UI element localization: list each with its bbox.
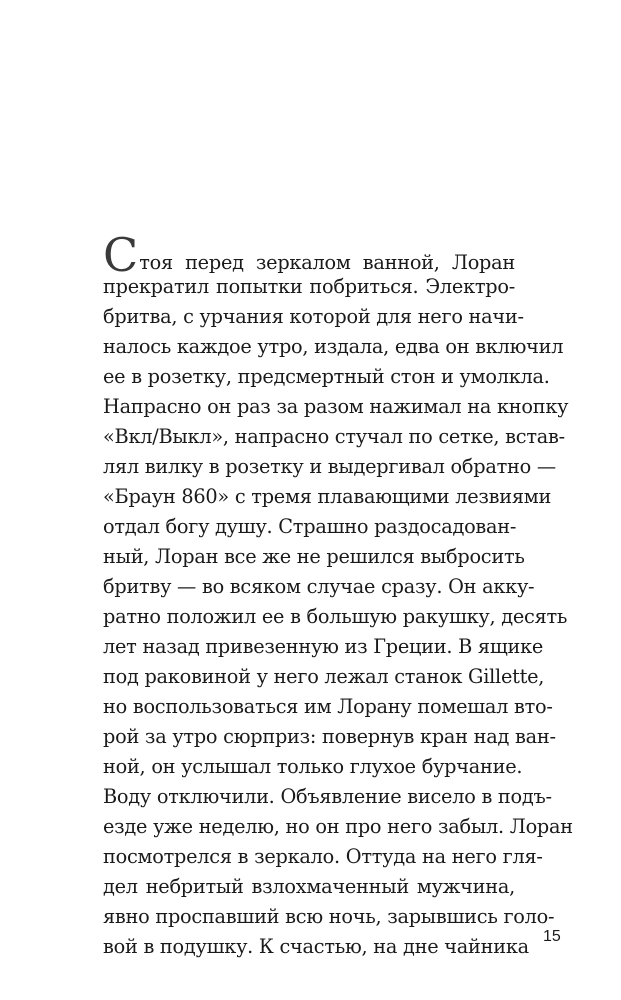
- text-line: налось каждое утро, издала, едва он включил: [103, 335, 564, 358]
- drop-cap: С: [103, 228, 139, 282]
- text-line: прекратил попытки побриться. Электро-: [103, 275, 515, 298]
- text-line: вой в подушку. К счастью, на дне чайника: [103, 935, 529, 958]
- text-line: под раковиной у него лежал станок Gillette,: [103, 665, 545, 688]
- text-line: но воспользоваться им Лорану помешал вто-: [103, 695, 553, 718]
- text-line: бритву — во всяком случае сразу. Он акку-: [103, 575, 535, 598]
- text-line: рой за утро сюрприз: повернув кран над ван-: [103, 725, 556, 748]
- text-line: ной, он услышал только глухое бурчание.: [103, 755, 523, 778]
- page-number: 15: [543, 928, 561, 945]
- text-line: Воду отключили. Объявление висело в подъ-: [103, 785, 552, 808]
- text-line: ный, Лоран все же не решился выбросить: [103, 545, 525, 568]
- text-line: [103, 228, 515, 282]
- text-line: дел небритый взлохмаченный мужчина,: [103, 875, 515, 898]
- text-line: лял вилку в розетку и выдергивал обратно —: [103, 455, 556, 478]
- text-line: ратно положил ее в большую ракушку, десять: [103, 605, 568, 628]
- text-line: посмотрелся в зеркало. Оттуда на него гля-: [103, 845, 543, 868]
- text-line: Напрасно он раз за разом нажимал на кнопку: [103, 395, 569, 418]
- text-line: отдал богу душу. Страшно раздосадован-: [103, 515, 517, 538]
- text-line: езде уже неделю, но он про него забыл. Лоран: [103, 815, 573, 838]
- text-line: явно проспавший всю ночь, зарывшись голо-: [103, 905, 555, 928]
- text-line-content: тоя перед зеркалом ванной, Лоран: [139, 251, 515, 274]
- text-line: «Браун 860» с тремя плавающими лезвиями: [103, 485, 552, 508]
- text-line: «Вкл/Выкл», напрасно стучал по сетке, встав-: [103, 425, 565, 448]
- text-line: лет назад привезенную из Греции. В ящике: [103, 635, 544, 658]
- text-line: ее в розетку, предсмертный стон и умолкла.: [103, 365, 550, 388]
- text-line: бритва, с урчания которой для него начи-: [103, 305, 524, 328]
